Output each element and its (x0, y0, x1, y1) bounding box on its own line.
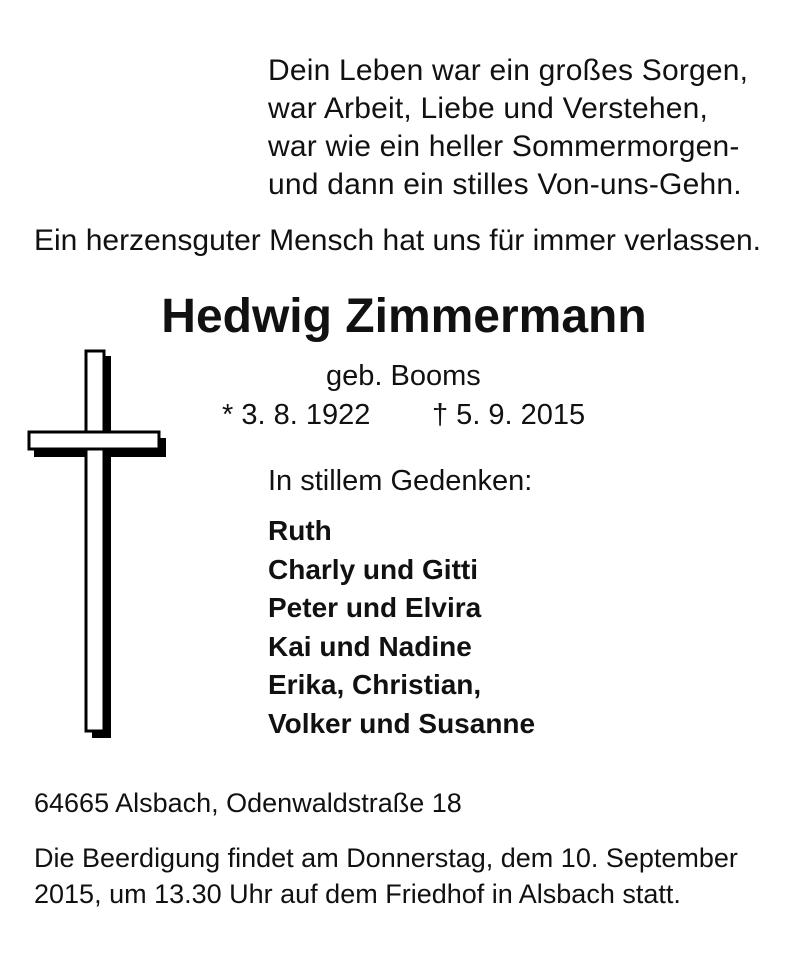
list-item: Erika, Christian, (268, 669, 482, 700)
funeral-info (34, 840, 774, 912)
life-dates (222, 396, 586, 434)
funeral-line: Die Beerdigung findet am Donnerstag, dem 10. September (34, 843, 738, 873)
mourners-list (268, 512, 535, 743)
poem-line: war Arbeit, Liebe und Verstehen, (268, 92, 709, 125)
list-item: Ruth (268, 515, 332, 546)
birth-date: * 3. 8. 1922 (222, 399, 371, 431)
funeral-line: 2015, um 13.30 Uhr auf dem Friedhof in Alsbach statt. (34, 879, 681, 909)
deceased-name: Hedwig Zimmermann (161, 290, 647, 343)
list-item: Peter und Elvira (268, 592, 482, 623)
poem-line: und dann ein stilles Von-uns-Gehn. (268, 168, 742, 201)
list-item: Charly und Gitti (268, 553, 478, 585)
poem (268, 52, 768, 204)
list-item: Kai und Nadine (268, 630, 472, 662)
list-item: Volker und Susanne (268, 707, 536, 739)
maiden-name: geb. Booms (326, 360, 481, 392)
poem-line: war wie ein heller Sommermorgen- (268, 130, 740, 163)
address: 64665 Alsbach, Odenwaldstraße 18 (34, 788, 462, 818)
latin-cross-icon (24, 348, 174, 745)
tagline: Ein herzensguter Mensch hat uns für immer verlassen. (34, 224, 761, 257)
poem-line: Dein Leben war ein großes Sorgen, (268, 54, 749, 87)
memory-heading: In stillem Gedenken: (268, 465, 533, 497)
death-date: † 5. 9. 2015 (432, 399, 586, 431)
